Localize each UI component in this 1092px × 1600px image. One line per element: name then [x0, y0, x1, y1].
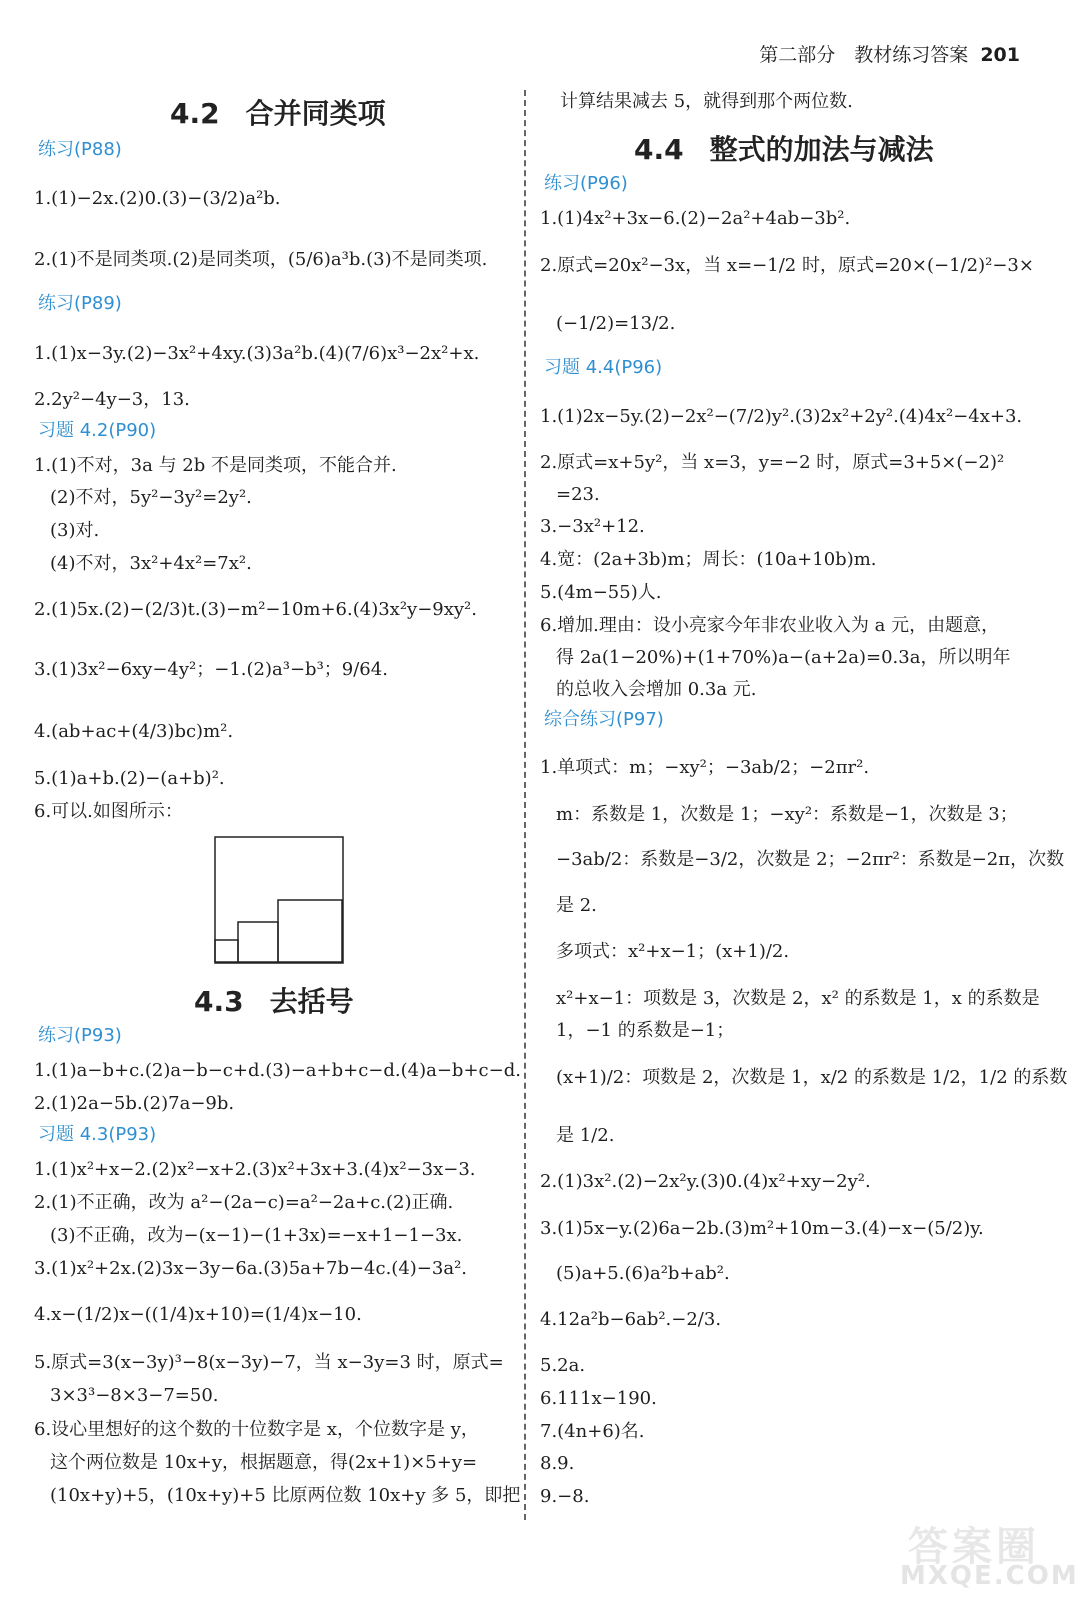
- answer-line: 1.(1)4x²+3x−6.(2)−2a²+4ab−3b².: [540, 208, 851, 229]
- page-header: [720, 40, 1020, 70]
- answer-line: 计算结果减去 5，就得到那个两位数.: [560, 91, 853, 112]
- answer-line: 2.(1)不是同类项.(2)是同类项，(5/6)a³b.(3)不是同类项.: [34, 249, 488, 270]
- answer-line: 1.(1)−2x.(2)0.(3)−(3/2)a²b.: [34, 188, 281, 209]
- answer-line: 4.x−(1/2)x−((1/4)x+10)=(1/4)x−10.: [34, 1304, 362, 1325]
- answer-line: 3.−3x²+12.: [540, 516, 645, 537]
- answer-line: 这个两位数是 10x+y，根据题意，得(2x+1)×5+y=: [50, 1452, 478, 1473]
- answer-line: 2.原式=20x²−3x，当 x=−1/2 时，原式=20×(−1/2)²−3×: [540, 255, 1034, 276]
- answer-line: 6.增加.理由：设小亮家今年非农业收入为 a 元，由题意，: [540, 615, 1000, 636]
- answer-line: (x+1)/2：项数是 2，次数是 1，x/2 的系数是 1/2，1/2 的系数: [556, 1067, 1068, 1088]
- answer-line: (2)不对，5y²−3y²=2y².: [50, 487, 252, 508]
- answer-line: x²+x−1：项数是 3，次数是 2，x² 的系数是 1，x 的系数是: [556, 988, 1040, 1009]
- answer-line: 6.设心里想好的这个数的十位数字是 x，个位数字是 y，: [34, 1419, 479, 1440]
- answer-line: (3)对.: [50, 520, 100, 541]
- exercise-label-p97: 综合练习(P97): [544, 709, 664, 730]
- answer-line: 的总收入会增加 0.3a 元.: [556, 679, 757, 700]
- answer-line: 2.(1)2a−5b.(2)7a−9b.: [34, 1093, 235, 1114]
- exercise-label-p90: 习题 4.2(P90): [38, 420, 157, 441]
- answer-line: 2.2y²−4y−3，13.: [34, 389, 190, 410]
- answer-line: 6.111x−190.: [540, 1388, 657, 1409]
- answer-line: 5.原式=3(x−3y)³−8(x−3y)−7，当 x−3y=3 时，原式=: [34, 1352, 504, 1373]
- answer-line: 2.(1)3x².(2)−2x²y.(3)0.(4)x²+xy−2y².: [540, 1171, 871, 1192]
- answer-line: 4.宽：(2a+3b)m；周长：(10a+10b)m.: [540, 549, 877, 570]
- column-divider: [524, 90, 526, 1520]
- page-number: 201: [980, 44, 1020, 66]
- answer-line: 3.(1)5x−y.(2)6a−2b.(3)m²+10m−3.(4)−x−(5/2)y.: [540, 1218, 984, 1239]
- section-title-4-4: 4.4 整式的加法与减法: [634, 133, 934, 166]
- answer-line: 4.(ab+ac+(4/3)bc)m².: [34, 721, 234, 742]
- answer-line: 是 2.: [556, 895, 597, 916]
- answer-line: 1.(1)x−3y.(2)−3x²+4xy.(3)3a²b.(4)(7/6)x³−2x²+x.: [34, 343, 480, 364]
- answer-line: 7.(4n+6)名.: [540, 1421, 645, 1442]
- answer-line: (−1/2)=13/2.: [556, 313, 676, 334]
- exercise-label-h93: 习题 4.3(P93): [38, 1124, 157, 1145]
- answer-line: 2.(1)不正确，改为 a²−(2a−c)=a²−2a+c.(2)正确.: [34, 1192, 454, 1213]
- answer-line: 5.2a.: [540, 1355, 586, 1376]
- answer-line: 3×3³−8×3−7=50.: [50, 1385, 219, 1406]
- nested-squares-figure: [214, 836, 344, 964]
- answer-line: m：系数是 1，次数是 1；−xy²：系数是−1，次数是 3；: [556, 804, 1018, 825]
- section-title-4-3: 4.3 去括号: [194, 985, 354, 1018]
- answer-line: 3.(1)x²+2x.(2)3x−3y−6a.(3)5a+7b−4c.(4)−3a².: [34, 1258, 468, 1279]
- exercise-label-p96: 练习(P96): [544, 173, 628, 194]
- answer-line: 4.12a²b−6ab².−2/3.: [540, 1309, 722, 1330]
- answer-line: =23.: [556, 484, 600, 505]
- answer-line: 1.(1)a−b+c.(2)a−b−c+d.(3)−a+b+c−d.(4)a−b+c−d.: [34, 1060, 521, 1081]
- answer-line: 9.−8.: [540, 1486, 590, 1507]
- watermark: [900, 1515, 1080, 1595]
- answer-line: 1，−1 的系数是−1；: [556, 1020, 735, 1041]
- exercise-label-p88: 练习(P88): [38, 139, 122, 160]
- exercise-label-p93: 练习(P93): [38, 1025, 122, 1046]
- answer-line: 5.(4m−55)人.: [540, 582, 662, 603]
- answer-line: 1.(1)2x−5y.(2)−2x²−(7/2)y².(3)2x²+2y².(4)4x²−4x+3.: [540, 406, 1023, 427]
- answer-line: 多项式：x²+x−1；(x+1)/2.: [556, 941, 790, 962]
- answer-line: 是 1/2.: [556, 1125, 615, 1146]
- answer-line: 得 2a(1−20%)+(1+70%)a−(a+2a)=0.3a，所以明年: [556, 647, 1011, 668]
- answer-line: 1.单项式：m；−xy²；−3ab/2；−2πr².: [540, 757, 870, 778]
- answer-line: 1.(1)不对，3a 与 2b 不是同类项，不能合并.: [34, 455, 397, 476]
- section-title-4-2: 4.2 合并同类项: [170, 97, 386, 130]
- answer-line: (4)不对，3x²+4x²=7x².: [50, 553, 252, 574]
- header-section: 第二部分 教材练习答案: [759, 44, 969, 66]
- answer-line: 6.可以.如图所示：: [34, 801, 183, 822]
- exercise-label-p89: 练习(P89): [38, 293, 122, 314]
- answer-line: 2.原式=x+5y²，当 x=3，y=−2 时，原式=3+5×(−2)²: [540, 452, 1005, 473]
- answer-line: 5.(1)a+b.(2)−(a+b)².: [34, 768, 225, 789]
- answer-line: −3ab/2：系数是−3/2，次数是 2；−2πr²：系数是−2π，次数: [556, 849, 1065, 870]
- answer-line: 2.(1)5x.(2)−(2/3)t.(3)−m²−10m+6.(4)3x²y−9xy².: [34, 599, 477, 620]
- answer-line: (5)a+5.(6)a²b+ab².: [556, 1263, 730, 1284]
- answer-line: 8.9.: [540, 1453, 575, 1474]
- answer-line: (10x+y)+5，(10x+y)+5 比原两位数 10x+y 多 5，即把: [50, 1485, 521, 1506]
- answer-line: 3.(1)3x²−6xy−4y²；−1.(2)a³−b³；9/64.: [34, 659, 388, 680]
- watermark-url: MXQE.COM: [900, 1561, 1079, 1591]
- watermark-logo-text: 答案圈: [908, 1524, 1040, 1570]
- exercise-label-h96: 习题 4.4(P96): [544, 357, 663, 378]
- answer-line: (3)不正确，改为−(x−1)−(1+3x)=−x+1−1−3x.: [50, 1225, 463, 1246]
- answer-line: 1.(1)x²+x−2.(2)x²−x+2.(3)x²+3x+3.(4)x²−3x−3.: [34, 1159, 476, 1180]
